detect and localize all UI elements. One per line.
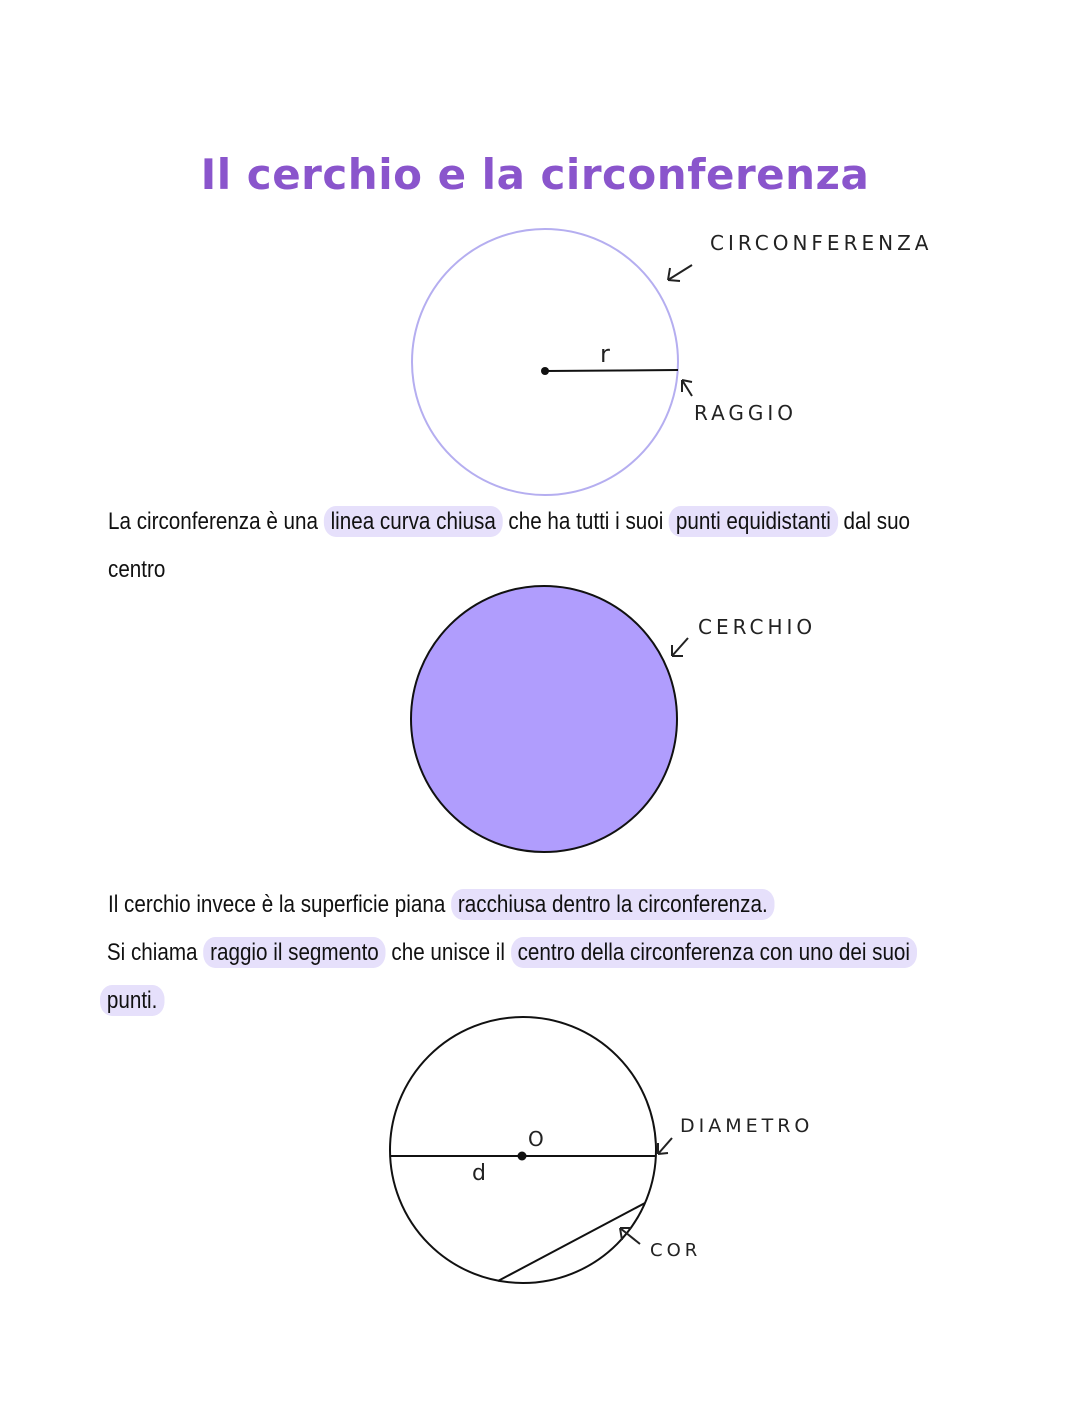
text: che unisce il xyxy=(385,939,511,966)
text: dal suo xyxy=(837,508,911,535)
highlight: raggio il segmento xyxy=(203,937,385,968)
radius-symbol: r xyxy=(600,340,614,368)
highlight: racchiusa dentro la circonferenza. xyxy=(451,889,775,920)
diameter-symbol: d xyxy=(472,1161,490,1186)
text: Si chiama xyxy=(106,939,204,966)
label-cerchio: CERCHIO xyxy=(698,615,817,639)
center-label: O xyxy=(528,1127,548,1151)
label-diametro: DIAMETRO xyxy=(680,1115,814,1137)
highlight: centro della circonferenza con uno dei suoi xyxy=(511,937,917,968)
text: Il cerchio invece è la superficie piana xyxy=(108,891,452,918)
page-title: Il cerchio e la circonferenza xyxy=(200,150,870,199)
chord-segment xyxy=(498,1203,645,1281)
text: La circonferenza è una xyxy=(108,508,324,535)
label-corda: COR xyxy=(650,1240,702,1261)
arrow-diametro-icon xyxy=(658,1138,672,1154)
circle-outline xyxy=(390,1017,656,1283)
highlight: punti equidistanti xyxy=(669,506,838,537)
label-raggio: RAGGIO xyxy=(694,401,798,425)
label-circonferenza: CIRCONFERENZA xyxy=(710,231,933,255)
text: che ha tutti i suoi xyxy=(502,508,670,535)
highlight: punti. xyxy=(100,985,164,1016)
highlight: linea curva chiusa xyxy=(324,506,503,537)
text: centro xyxy=(108,556,166,583)
center-point xyxy=(518,1152,527,1161)
